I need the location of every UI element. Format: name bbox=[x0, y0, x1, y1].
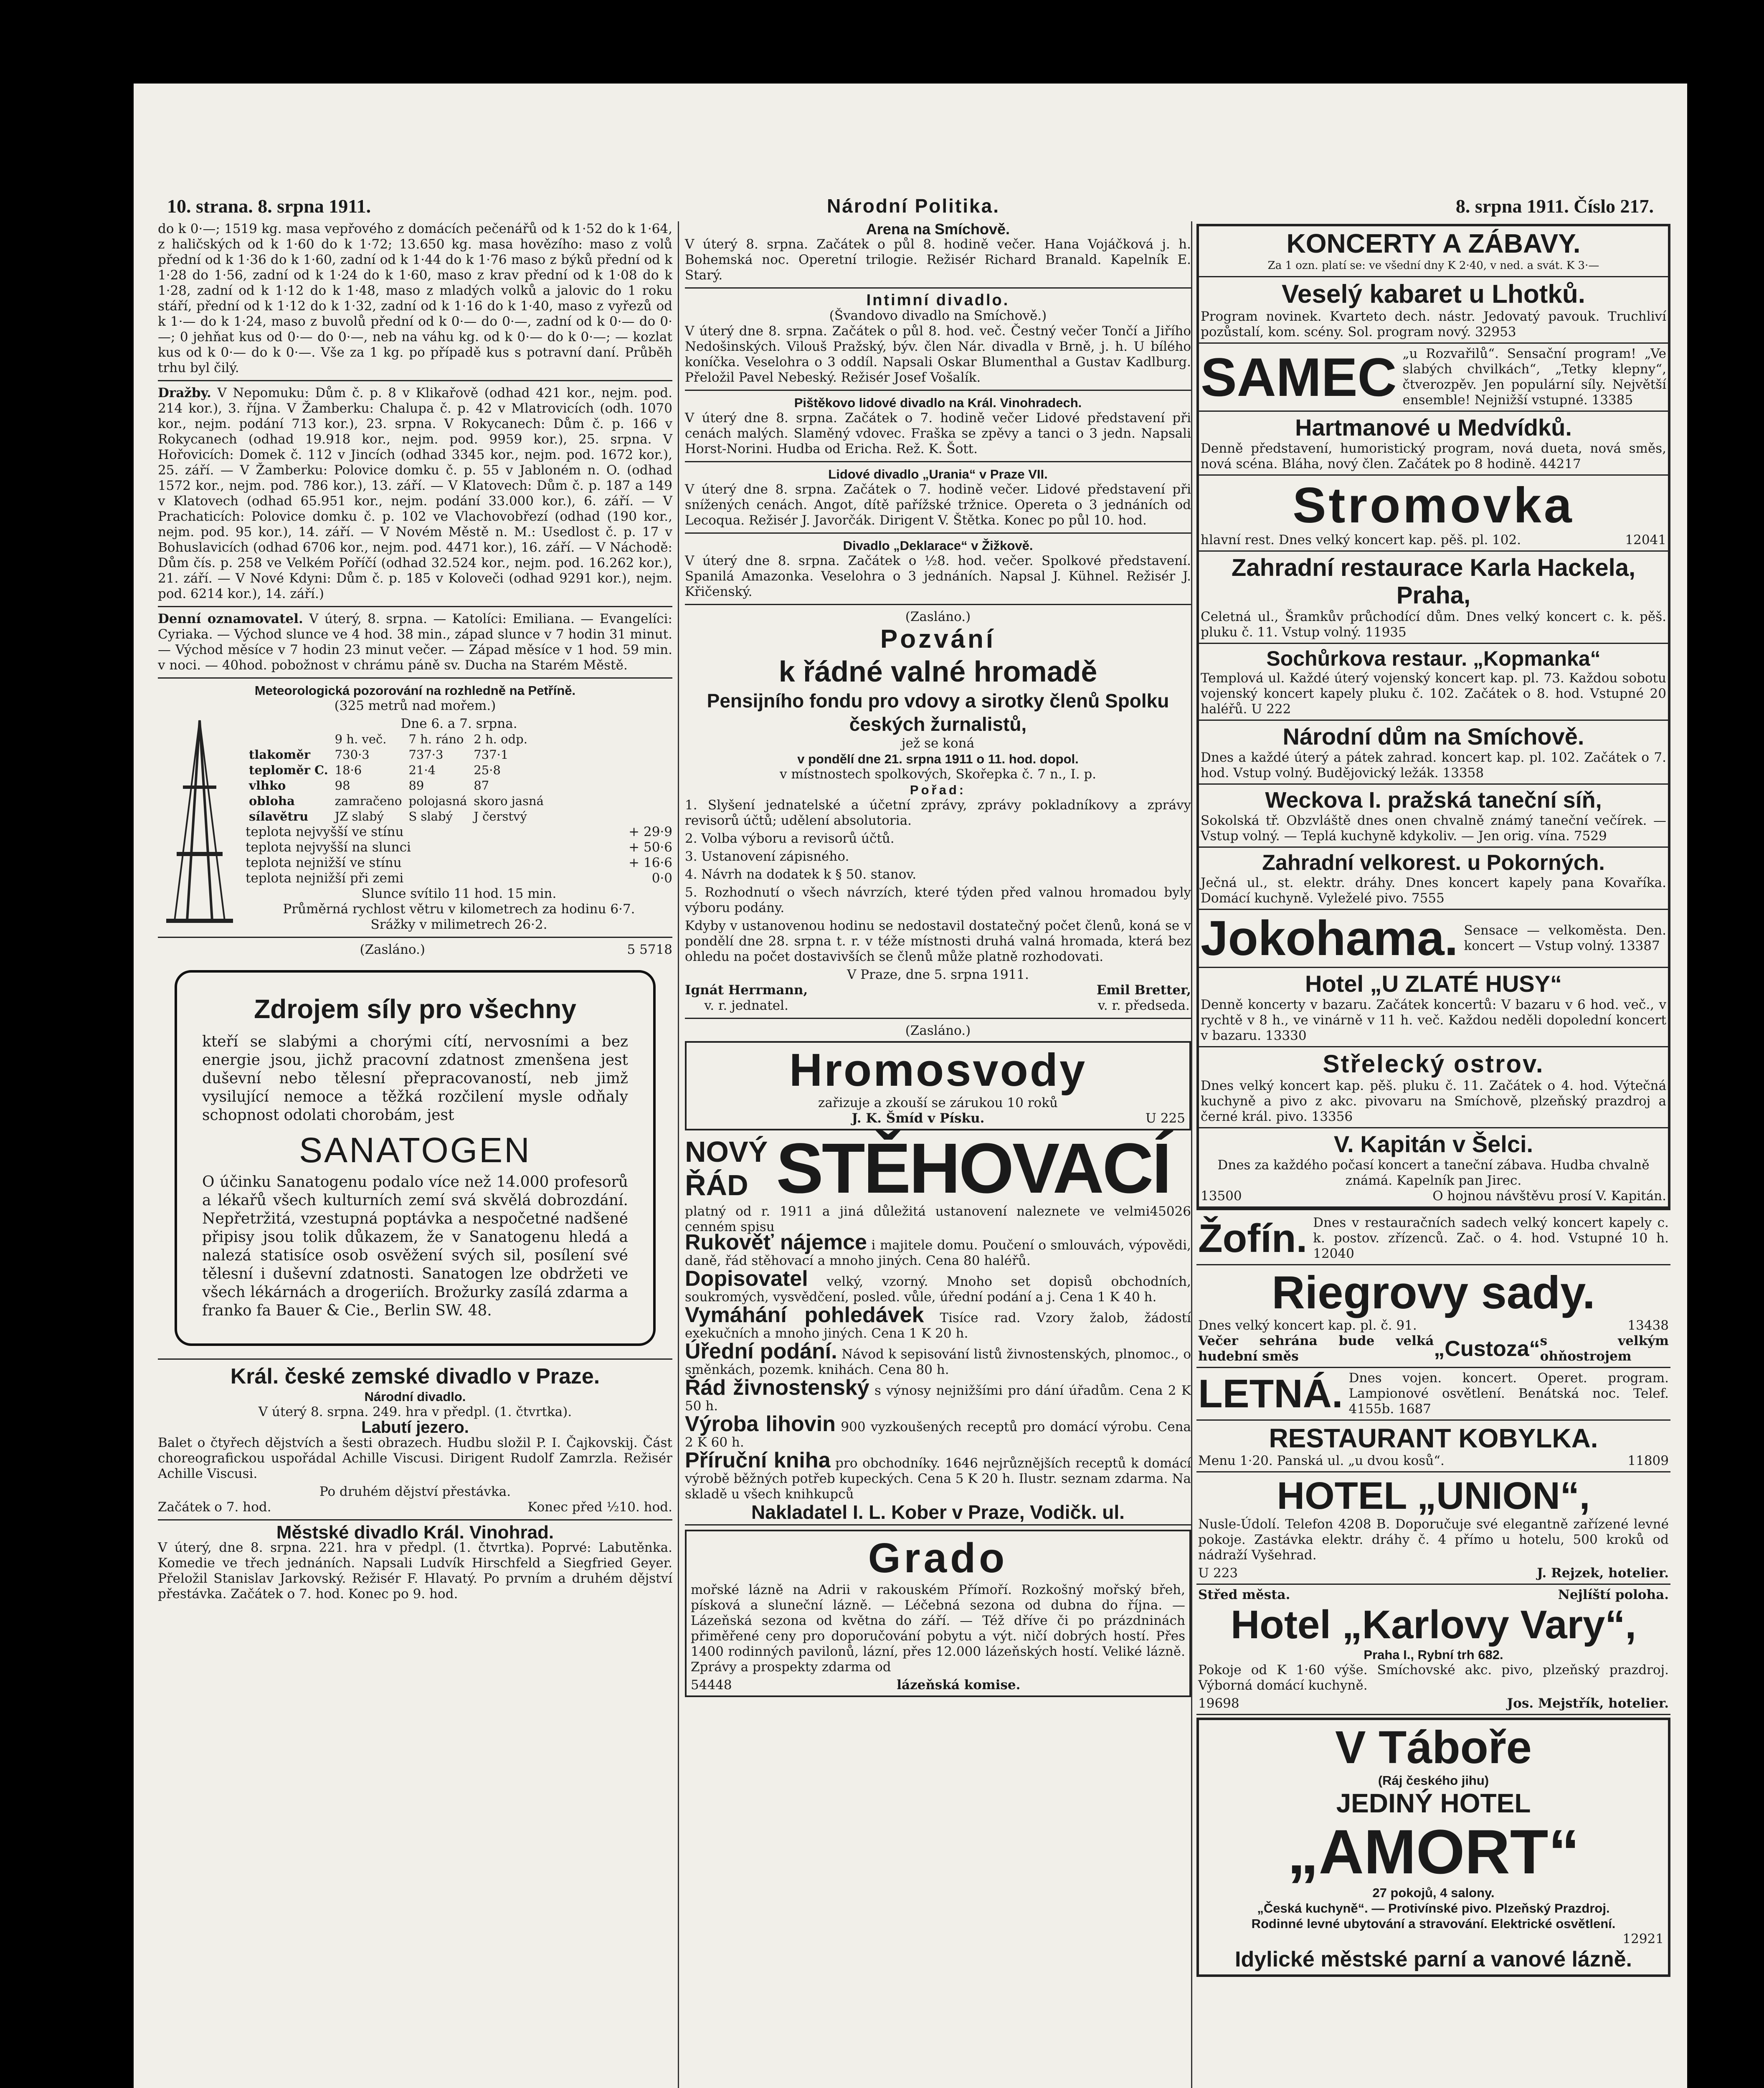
hromosvody-firm: J. K. Šmíd v Písku. bbox=[852, 1111, 985, 1126]
signature-name: Emil Bretter, bbox=[1096, 983, 1191, 998]
novy-label: NOVÝ bbox=[685, 1135, 768, 1168]
amort-title: „AMORT“ bbox=[1287, 1817, 1580, 1887]
nd-play: Labutí jezero. bbox=[361, 1418, 469, 1437]
agenda-title: Pořad: bbox=[910, 783, 966, 797]
agenda-item: 4. Návrh na dodatek k § 50. stanov. bbox=[685, 867, 917, 882]
ad-title: Stromovka bbox=[1293, 477, 1574, 533]
nd-desc: Balet o čtyřech dějstvích a šesti obrazech. Hudbu složil P. I. Čajkovskij. Část choreografickou uspořádal Achille Viscusi. Dirigent Rudolf Zamrzla. Režisér Achille Viscusi. bbox=[158, 1435, 672, 1481]
header-left: 10. strana. 8. srpna 1911. bbox=[167, 195, 371, 217]
ad-text: Program novinek. Kvarteto dech. nástr. Jedovatý pavouk. Truchliví pozůstalí, kom. scény. Sol. program nový. bbox=[1201, 309, 1666, 340]
intim-sub: (Švandovo divadlo na Smíchově.) bbox=[829, 308, 1047, 323]
ad-number: 13500 bbox=[1201, 1188, 1242, 1204]
column-1 bbox=[158, 221, 672, 1604]
divider bbox=[685, 532, 1191, 534]
ad-number: U 222 bbox=[1251, 702, 1291, 717]
pistek-title: Pištěkovo lidové divadlo na Král. Vinohradech. bbox=[794, 395, 1082, 410]
signature-role: v. r. předseda. bbox=[1097, 998, 1190, 1013]
hromosvody-ad bbox=[685, 1041, 1191, 1130]
met-row bbox=[246, 793, 547, 809]
nd-end: Konec před ½10. hod. bbox=[527, 1500, 672, 1515]
ad-title: V Táboře bbox=[1335, 1722, 1532, 1773]
signatures bbox=[685, 983, 1191, 1014]
novy-rad bbox=[685, 1135, 768, 1202]
met-row bbox=[246, 747, 547, 763]
ad-title: RESTAURANT KOBYLKA. bbox=[1269, 1423, 1598, 1453]
ad-address: Praha I., Rybní trh 682. bbox=[1364, 1647, 1503, 1662]
ad-title: Žofín. bbox=[1198, 1216, 1308, 1261]
divider bbox=[685, 1524, 1191, 1525]
ad-title: LETNÁ. bbox=[1198, 1371, 1343, 1416]
divider bbox=[685, 287, 1191, 289]
ad-number: 1687 bbox=[1398, 1401, 1431, 1416]
met-value: 21·4 bbox=[408, 763, 436, 777]
book-desc: s výnosy nejnižšími pro dání úřadům. Cena 2 K 50 h. bbox=[685, 1383, 1191, 1414]
met-value: JZ slabý bbox=[335, 809, 384, 824]
stehovaci-text: platný od r. 1911 a jiná důležitá ustanovení naleznete ve velmi cenném spisu bbox=[685, 1204, 1150, 1234]
meeting-place-date: V Praze, dne 5. srpna 1911. bbox=[847, 967, 1029, 982]
sanatogen-ad bbox=[175, 970, 656, 1346]
zaslano-label: (Zasláno.) bbox=[360, 942, 425, 957]
book-item bbox=[685, 1230, 1191, 1269]
ad-number: 54448 bbox=[691, 1677, 732, 1693]
ad-stromovka bbox=[1199, 476, 1668, 552]
concerts-rates: Za 1 ozn. platí se: ve všední dny K 2·40, v ned. a svát. K 3·— bbox=[1267, 259, 1599, 272]
vinohrady-title: Městské divadlo Král. Vinohrad. bbox=[276, 1522, 554, 1543]
met-extra-row bbox=[246, 840, 672, 855]
book-item bbox=[685, 1303, 1191, 1341]
nd-after: Po druhém dějství přestávka. bbox=[319, 1484, 511, 1499]
nd-start: Začátek o 7. hod. bbox=[158, 1500, 271, 1515]
met-value: 98 bbox=[335, 778, 350, 793]
divider bbox=[158, 937, 672, 938]
ad-pokorny bbox=[1199, 848, 1668, 910]
signature-role: v. r. jednatel. bbox=[704, 998, 788, 1013]
ad-text: Dnes za každého počasí koncert a taneční zábava. Hudba chvalně známá. Kapelník pan Jirec. bbox=[1217, 1158, 1650, 1188]
divider bbox=[158, 380, 672, 381]
book-item bbox=[685, 1412, 1191, 1450]
book-title: Rukověť nájemce bbox=[685, 1230, 867, 1254]
column-rule bbox=[1191, 221, 1192, 2088]
book-desc: pro obchodníky. 1646 nejrůznějších receptů k domácí výrobě běžných potřeb kupeckých. Cena 5 K 20 h. Ilustr. seznam zdarma. Na skladě u všech knihkupců bbox=[685, 1456, 1191, 1502]
ad-text: Denně koncerty v bazaru. Začátek koncertů: V bazaru v 6 hod. več., v rychtě v 8 h., ve vinárně v 11 h. več. Každou neděli dopolední koncert v bazaru. bbox=[1201, 997, 1666, 1043]
divider bbox=[158, 606, 672, 607]
met-value: 737·3 bbox=[408, 748, 444, 762]
signature-secretary bbox=[685, 983, 808, 1014]
urania-text: V úterý dne 8. srpna. Začátek o 7. hodině večer. Lidové představení při snížených cenách. Angot, dítě pařížské tržnice. Opereta o 3 jednáních od Lecoqua. Režisér J. Javorčák. Dirigent V. Štětka. Konec po půl 10. hod. bbox=[685, 482, 1191, 528]
ad-footer: Idylické městské parní a vanové lázně. bbox=[1235, 1947, 1632, 1971]
nd-line: V úterý 8. srpna. 249. hra v předpl. (1. čtvrtka). bbox=[258, 1404, 572, 1419]
book-item bbox=[685, 1339, 1191, 1378]
ad-number: 12040 bbox=[1313, 1246, 1354, 1261]
ad-signature: Jos. Mejstřík, hotelier. bbox=[1507, 1696, 1669, 1711]
met-rain: Srážky v milimetrech 26·2. bbox=[370, 917, 547, 932]
hromosvody-text: zařizuje a zkouší se zárukou 10 roků bbox=[818, 1095, 1058, 1110]
ad-title: Hartmanové u Medvídků. bbox=[1295, 414, 1572, 441]
ad-number: 13385 bbox=[1592, 393, 1633, 408]
ad-karlovy-vary bbox=[1196, 1585, 1670, 1715]
ad-narodni-dum bbox=[1199, 721, 1668, 785]
ad-amort bbox=[1196, 1718, 1670, 1977]
book-item bbox=[685, 1448, 1191, 1502]
concerts-section bbox=[1196, 224, 1670, 1210]
ad-sochurek bbox=[1199, 644, 1668, 721]
ad-text: s velkým ohňostrojem bbox=[1540, 1333, 1669, 1364]
ad-title: Hotel „Karlovy Vary“, bbox=[1230, 1602, 1637, 1647]
zaslano-line bbox=[158, 942, 672, 958]
met-extra-label: teplota nejnižší při zemi bbox=[246, 871, 404, 886]
ad-number: 7555 bbox=[1411, 891, 1445, 906]
ad-hackel bbox=[1199, 552, 1668, 644]
concerts-title: KONCERTY A ZÁBAVY. bbox=[1286, 228, 1581, 258]
ad-title: SAMEC bbox=[1201, 347, 1397, 408]
ad-text: Menu 1·20. Panská ul. „u dvou kosů“. bbox=[1198, 1453, 1445, 1468]
agenda-item: 3. Ustanovení zápisného. bbox=[685, 849, 849, 864]
ad-number: 13438 bbox=[1627, 1318, 1669, 1333]
market-report: do k 0·—; 1519 kg. masa vepřového z domácích pečenářů od k 1·52 do k 1·64, z haličských od k 1·60 do k 1·72; 13.650 kg. masa hovězího: maso z volů přední od k 1·36 do k 1·60, zadní od k 1·44 do k 1·76 maso z býků přední od k 1·28 do 1·56, zadní od k 1·24 do k 1·60, maso z krav přední od k 1·08 do k 1·28, zadní od k 1·12 do k 1·48, maso z mladých volků a jalovic do 1 roku stáří, přední od k 1·12 do k 1·32, zadní od k 1·16 do k 1·40, maso z vyřezů od k 1·— do k 1·24, maso z buvolů přední od k 0·— do 0·—, zadní od k 0·— do 0·—; 0 jehňat kus od 0·— do 0·—, neb na váhu kg. od k 0·— do k 0·—; — kozlat kus od k 0·— do k 0·—. Vše za 1 kg. po případě kus s potravní daní. Průběh trhu byl čilý. bbox=[158, 221, 672, 375]
divider bbox=[158, 677, 672, 679]
ad-vesely bbox=[1199, 277, 1668, 344]
met-extra-label: teplota nejnižší ve stínu bbox=[246, 855, 402, 870]
met-value: 87 bbox=[474, 778, 489, 793]
book-desc: 900 vyzkoušených receptů pro domácí výrobu. Cena 2 K 60 h. bbox=[685, 1419, 1191, 1450]
ad-text: Dnes velký koncert kap. pěš. pluku č. 11. Začátek o 4. hod. Výtečná kuchyně a pivo z akc. pivovaru na Smíchově, plzeňský prazdroj a černé král. pivo. bbox=[1201, 1078, 1666, 1124]
met-value: zamračeno bbox=[335, 794, 402, 808]
met-table bbox=[246, 732, 547, 824]
met-value: S slabý bbox=[408, 809, 453, 824]
ad-title: Riegrovy sady. bbox=[1272, 1267, 1595, 1318]
auctions bbox=[158, 385, 672, 602]
deklarace-text: V úterý dne 8. srpna. Začátek o ½8. hod. večer. Spolkové představení. Spanilá Amazonka. Veselohra o 3 jednáních. Napsal J. Kühnel. Režisér J. Křičenský. bbox=[685, 553, 1191, 599]
ad-text: Nejlíští poloha. bbox=[1558, 1587, 1669, 1602]
met-row bbox=[246, 809, 547, 824]
ad-text: Nusle-Údolí. Telefon 4208 B. Doporučuje své elegantně zařízené levné pokoje. Zastávka elektr. dráhy č. 4 přímo u hotelu, 500 kroků od nádraží Vyšehrad. bbox=[1198, 1517, 1669, 1563]
newspaper-page bbox=[134, 84, 1687, 2088]
met-value: 730·3 bbox=[335, 748, 370, 762]
met-value: 737·1 bbox=[474, 748, 509, 762]
signature-chairman bbox=[1097, 983, 1191, 1014]
nd-title: Národní divadlo. bbox=[364, 1389, 466, 1404]
zaslano-label: (Zasláno.) bbox=[905, 1023, 971, 1038]
nd-times bbox=[158, 1500, 672, 1515]
met-label: tlakoměr bbox=[249, 748, 311, 762]
masthead: Národní Politika. bbox=[827, 195, 1000, 217]
ad-title: Zahradní velkorest. u Pokorných. bbox=[1262, 851, 1605, 875]
met-value: 25·8 bbox=[474, 763, 501, 777]
ad-jokohama bbox=[1199, 910, 1668, 968]
ad-title: V. Kapitán v Šelci. bbox=[1333, 1131, 1533, 1157]
pistek-text: V úterý dne 8. srpna. Začátek o 7. hodině večer Lidové představení při cenách malých. Slaměný vdovec. Fraška se zpěvy a tanci o 3 jedn. Napsali Horst-Norini. Hudba od Ericha. Rež. K. Šott. bbox=[685, 411, 1191, 456]
ad-title: Veselý kabaret u Lhotků. bbox=[1281, 280, 1586, 309]
met-extra-row bbox=[246, 855, 672, 871]
urania-title: Lidové divadlo „Urania“ v Praze VII. bbox=[828, 467, 1048, 481]
sanatogen-headline: Zdrojem síly pro všechny bbox=[254, 994, 576, 1024]
met-block bbox=[158, 716, 672, 933]
vinohrady-desc: V úterý, dne 8. srpna. 221. hra v předpl. (1. čtvrtka). Poprvé: Labutěnka. Komedie ve třech jednáních. Napsali Ludvík Hirschfeld a Siegfried Geyer. Přeložil Stanislav Jarkovský. Režisér F. Hlavatý. Po prvním a druhém dějství přestávka. Začátek o 7. hod. Konec po 9. hod. bbox=[158, 1540, 672, 1601]
ad-strelecky bbox=[1199, 1047, 1668, 1128]
grado-title: Grado bbox=[868, 1535, 1008, 1581]
ad-number: 44217 bbox=[1540, 456, 1581, 471]
stehovaci-title: STĚHOVACÍ bbox=[776, 1129, 1170, 1208]
hromosvody-title: Hromosvody bbox=[789, 1044, 1087, 1096]
ad-text: Rodinné levné ubytování a stravování. Elektrické osvětlení. bbox=[1251, 1916, 1616, 1931]
daily-text: V úterý, 8. srpna. — Katolíci: Emiliana. — Evangelíci: Cyriaka. — Východ slunce ve 4 hod. 38 min., západ slunce v 7 hodin 31 minut. — Východ měsíce v 7 hodin 23 minut večer. — Západ měsíce v 1 hod. 59 min. v noci. — 40hod. pobožnost v chrámu páně sv. Ducha na Starém Městě. bbox=[158, 611, 672, 673]
ad-union bbox=[1196, 1472, 1670, 1585]
ad-text: Dnes vojen. koncert. Operet. program. Lampionové osvětlení. Benátská noc. Telef. 4155b. bbox=[1348, 1371, 1669, 1416]
agenda-item: 2. Volba výboru a revisorů účtů. bbox=[685, 831, 895, 846]
divider bbox=[685, 461, 1191, 462]
met-sun: Slunce svítilo 11 hod. 15 min. bbox=[361, 886, 557, 901]
met-value: skoro jasná bbox=[474, 794, 544, 808]
grado-ad bbox=[685, 1530, 1191, 1697]
met-col: 7 h. ráno bbox=[408, 732, 464, 746]
agenda-item: 1. Slyšení jednatelské a účetní zprávy, zprávy pokladníkovy a zprávy revisorů účtů; udělení absolutoria. bbox=[685, 798, 1191, 828]
met-extra-row bbox=[246, 824, 672, 840]
book-title: Úřední podání. bbox=[685, 1339, 837, 1363]
met-value: 89 bbox=[408, 778, 424, 793]
ad-title: Sochůrkova restaur. „Kopmanka“ bbox=[1266, 647, 1601, 670]
agenda-item: 5. Rozhodnutí o všech návrzích, které týden před valnou hromadou byly výboru podány. bbox=[685, 885, 1191, 915]
ad-number: 13356 bbox=[1311, 1109, 1353, 1124]
met-wind: Průměrná rychlost větru v kilometrech za hodinu 6·7. bbox=[283, 902, 635, 917]
intim-text: V úterý dne 8. srpna. Začátek o půl 8. hod. več. Čestný večer Tončí a Jiřího Nedošinských. Vilouš Pražský, býv. člen Nár. divadla v Brně, j. h. U bílého koníčka. Veselohra o 3 oddíl. Napsali Oskar Blumenthal a Gustav Kadlburg. Přeložil Pavel Nebeský. Režisér Josef Vošalík. bbox=[685, 324, 1191, 385]
met-extra-value: + 16·6 bbox=[629, 855, 672, 870]
met-value: polojasná bbox=[408, 794, 467, 808]
ad-number: U 225 bbox=[1145, 1111, 1185, 1126]
ad-weck bbox=[1199, 785, 1668, 848]
met-extra-row bbox=[246, 871, 672, 886]
met-extra-value: 0·0 bbox=[651, 871, 672, 886]
auctions-title: Dražby. bbox=[158, 385, 211, 400]
ad-riegrovy-sady bbox=[1196, 1265, 1670, 1368]
signature-name: Ignát Herrmann, bbox=[685, 983, 808, 998]
meeting-place: v místnostech spolkových, Skořepka č. 7 n., I. p. bbox=[779, 767, 1097, 782]
ad-text: Večer sehrána bude velká hudební směs bbox=[1198, 1333, 1434, 1364]
ad-text: Templová ul. Každé úterý vojenský koncert kap. pl. 73. Každou sobotu vojenský koncert kapely pluku č. 102. Začátek o 8. hod. Vstupné 20 haléřů. bbox=[1201, 671, 1666, 717]
ad-number: 13330 bbox=[1265, 1028, 1307, 1043]
ad-text: 27 pokojů, 4 salony. bbox=[1372, 1885, 1495, 1900]
sanatogen-intro: kteří se slabými a chorými cítí, nervosními a bez energie jsou, jichž pracovní zdatnost zmenšena jest duševní nebo tělesní přepracovaností, neb jimž vysilující nemoce a těžká rozčilení mysle odňaly schopnost odolati chorobám, jest bbox=[202, 1033, 628, 1124]
grado-text: mořské lázně na Adrii v rakouském Přímoří. Rozkošný mořský břeh, písková a sluneční lázně. — Léčebná sezona od dubna do října. — Lázeňská sezona od května do září. — Též dříve či po prázdninách přiměřené ceny pro doporučování pobytu a výt. ničí dobrých hostí. Přes 1400 rodinných pavilonů, lázní, přes 12.000 lázeňských hostí. Veliké lázně. Zprávy a prospekty zdarma od bbox=[691, 1582, 1185, 1675]
book-title: Výroba lihovin bbox=[685, 1412, 836, 1436]
ad-title: Weckova I. pražská taneční síň, bbox=[1265, 788, 1602, 813]
ad-text: Dnes a každé úterý a pátek zahrad. koncert kap. pl. 102. Začátek o 7. hod. Vstup volný. Budějovický ležák. bbox=[1201, 750, 1666, 780]
book-item bbox=[685, 1376, 1191, 1414]
ad-number: 11809 bbox=[1627, 1453, 1669, 1468]
ad-text: Sokolská tř. Obzvláště dnes onen chvalně známý taneční večírek. — Vstup volný. — Teplá kuchyně kdykoliv. — Jen orig. vína. bbox=[1201, 813, 1666, 844]
met-extra-label: teplota nejvyšší ve stínu bbox=[246, 824, 404, 839]
ad-zlata-husa bbox=[1199, 968, 1668, 1047]
ad-text: Střed města. bbox=[1198, 1587, 1290, 1602]
met-extra-value: + 29·9 bbox=[629, 824, 672, 839]
ad-number: 12921 bbox=[1622, 1931, 1664, 1946]
ad-zofin bbox=[1196, 1213, 1670, 1265]
ad-text: Celetná ul., Šramkův průchodící dům. Dnes velký koncert c. k. pěš. pluku č. 11. Vstup volný. bbox=[1201, 609, 1666, 640]
book-desc: i majitele domu. Poučení o smlouvách, výpovědi, daně, řád stěhovací a mnoho jiných. Cena 80 haléřů. bbox=[685, 1238, 1191, 1268]
met-col: 2 h. odp. bbox=[474, 732, 527, 746]
column-rule bbox=[678, 221, 679, 2088]
stehovaci-banner bbox=[685, 1129, 1191, 1208]
column-3 bbox=[1196, 221, 1670, 1979]
arena-title: Arena na Smíchově. bbox=[866, 220, 1010, 238]
pozvani-title: Pozvání bbox=[880, 625, 996, 654]
concerts-header bbox=[1199, 226, 1668, 277]
ad-number: 7529 bbox=[1574, 829, 1607, 844]
grado-firm: lázeňská komise. bbox=[897, 1677, 1021, 1693]
intim-title: Intimní divadlo. bbox=[866, 291, 1010, 309]
ad-text: Ječná ul., st. elektr. dráhy. Dnes koncert kapely pana Kovaříka. Domácí kuchyně. Vyleželé pivo. bbox=[1201, 875, 1666, 906]
ad-number: 13387 bbox=[1619, 938, 1660, 953]
petrin-tower-illustration bbox=[158, 716, 241, 925]
ad-signature: J. Rejzek, hotelier. bbox=[1537, 1566, 1669, 1581]
meeting-note: Kdyby v ustanovenou hodinu se nedostavil dostatečný počet členů, koná se v pondělí dne 28. srpna t. r. v téže místnosti druhá valná hromada, která bez ohledu na počet dostavivších se členů může platně rozhodovati. bbox=[685, 918, 1191, 964]
meeting-title: k řádné valné hromadě bbox=[778, 655, 1097, 688]
divider bbox=[685, 604, 1191, 605]
met-label: obloha bbox=[249, 794, 295, 808]
ad-text: Pokoje od K 1·60 výše. Smíchovské akc. pivo, plzeňský prazdroj. Výborná domácí kuchyně. bbox=[1198, 1662, 1669, 1693]
hromosvody-firm-row bbox=[691, 1111, 1185, 1126]
ad-heading: JEDINÝ HOTEL bbox=[1336, 1788, 1531, 1818]
publisher: Nakladatel I. L. Kober v Praze, Vodičk. ul. bbox=[751, 1501, 1125, 1523]
custoza-title: „Custoza“ bbox=[1434, 1336, 1540, 1361]
ad-number: 13358 bbox=[1442, 765, 1484, 780]
met-data bbox=[246, 716, 672, 933]
ad-title: Národní dům na Smíchově. bbox=[1282, 723, 1584, 750]
met-value: 18·6 bbox=[335, 763, 362, 777]
book-desc: Tisíce rad. Vzory žalob, žádostí exekučních a mnoho jiných. Cena 1 K 20 h. bbox=[685, 1310, 1191, 1341]
sanatogen-body: O účinku Sanatogenu podalo více než 14.000 profesorů a lékařů všech kulturních zemí svá skvělá dobrozdání. Nepřetržitá, vzestupná poptávka a nespočetné nadšené připisy jsou tolik důkazem, že v Sanatogenu hledá a nalezá statisíce osob osvěžení svých sil, posílení své tělesní i duševní zdatnosti. Sanatogen lze obdržeti ve všech lékárnách a drogeriích. Brožurky zasílá zdarma a franko fa Bauer & Cie., Berlin SW. 48. bbox=[202, 1173, 628, 1319]
meeting-date: v pondělí dne 21. srpna 1911 o 11. hod. dopol. bbox=[797, 752, 1079, 766]
book-title: Řád živnostenský bbox=[685, 1376, 869, 1400]
ad-text: Dnes v restauračních sadech velký koncert kapely c. k. postov. zřízenců. Zač. o 4. hod. Vstupné 10 h. bbox=[1313, 1215, 1669, 1246]
ad-title: Hotel „U ZLATÉ HUSY“ bbox=[1305, 971, 1562, 997]
meeting-jez: jež se koná bbox=[901, 736, 975, 751]
ad-kobylka bbox=[1196, 1421, 1670, 1472]
arena-text: V úterý 8. srpna. Začátek o půl 8. hodině večer. Hana Vojáčková j. h. Bohemská noc. Operetní trilogie. Režisér Richard Branald. Kapelník E. Starý. bbox=[685, 237, 1191, 283]
book-item bbox=[685, 1267, 1191, 1305]
ad-samec bbox=[1199, 344, 1668, 412]
met-title: Meteorologická pozorování na rozhledně na Petříně. bbox=[254, 683, 576, 698]
met-label: teploměr C. bbox=[249, 763, 328, 777]
daily-notice bbox=[158, 611, 672, 673]
ad-title: Střelecký ostrov. bbox=[1323, 1050, 1544, 1078]
sanatogen-brand: SANATOGEN bbox=[299, 1130, 531, 1170]
ad-number: 19698 bbox=[1198, 1696, 1239, 1711]
book-title: Vymáhání pohledávek bbox=[685, 1303, 924, 1327]
ad-kapitan bbox=[1199, 1128, 1668, 1208]
met-row bbox=[246, 763, 547, 778]
met-value: J čerstvý bbox=[474, 809, 527, 824]
daily-title: Denní oznamovatel. bbox=[158, 611, 303, 626]
deklarace-title: Divadlo „Deklarace“ v Žižkově. bbox=[843, 538, 1033, 553]
ad-text: Dnes velký koncert kap. pl. č. 91. bbox=[1198, 1318, 1417, 1333]
met-extra-value: + 50·6 bbox=[629, 840, 672, 855]
divider bbox=[685, 1018, 1191, 1019]
grado-footer bbox=[691, 1677, 1185, 1693]
ad-text: „u Rozvařilů“. Sensační program! „Ve slabých chvilkách“, „Tetky klepny“, čtverozpěv. Jen populární síly. Největší ensemble! Nejnižší vstupné. bbox=[1402, 346, 1666, 408]
ad-number: U 223 bbox=[1198, 1566, 1238, 1581]
ad-title: Jokohama. bbox=[1201, 911, 1458, 966]
ad-number: 32953 bbox=[1475, 324, 1516, 340]
auctions-text: V Nepomuku: Dům č. p. 8 v Klikařově (odhad 421 kor., nejm. pod. 214 kor.), 3. října. V Žamberku: Chalupa č. p. 42 v Mlatrovicích (odh. 1070 kor., nejm. podání 713 kor.), 23. srpna. V Rokycanech: Dům č. p. 166 v Rokycanech (odhad 19.918 kor., nejm. pod. 9959 kor.), 25. srpna. V Hořovicích: Domek č. 112 v Jincích (odhad 3345 kor., nejm. pod. 1672 kor.), 25. září. — V Žamberku: Polovice domku č. p. 55 v Jabloném n. O. (odhad 1572 kor., nejm. pod. 786 kor.), 13. září. — V Klatovech: Dům č. p. 187 a 149 v Klatovech (odhad 65.951 kor., nejm. podání 33.000 kor.), 6. září. — V Prachaticích: Polovice domku č. p. 102 ve Vlachovobřezí (odhad (190 kor., nejm. pod. 95 kor.), 14. září. — V Novém Městě n. M.: Usedlost č. p. 17 v Bohuslavicích (odhad 6706 kor., nejm. pod. 4471 kor.), 16. září. — V Náchodě: Dům čís. p. 258 ve Velkém Poříčí (odhad 32.524 kor., nejm. pod. 16.262 kor.), 21. září. — V Nové Kdyni: Dům č. p. 185 v Koloveči (odhad 9291 kor.), nejm. pod. 6214 kor.), 14. září.) bbox=[158, 385, 672, 601]
met-col: 9 h. več. bbox=[335, 732, 387, 746]
theatre-title: Král. české zemské divadlo v Praze. bbox=[230, 1364, 600, 1389]
rad-label: ŘÁD bbox=[685, 1169, 748, 1201]
divider bbox=[158, 1358, 672, 1360]
book-desc: velký, vzorný. Mnoho set dopisů obchodních, soukromých, vysvědčení, posled. vůle, úřední podání a j. Cena 1 K 40 h. bbox=[685, 1274, 1191, 1305]
ad-number: 45026 bbox=[1150, 1204, 1191, 1219]
met-days: Dne 6. a 7. srpna. bbox=[400, 716, 517, 731]
book-title: Dopisovatel bbox=[685, 1267, 808, 1291]
ad-title: Zahradní restaurace Karla Hackela, Praha, bbox=[1231, 554, 1636, 609]
met-extra-label: teplota nejvyšší na slunci bbox=[246, 840, 411, 855]
met-row bbox=[246, 778, 547, 793]
page-header bbox=[167, 188, 1654, 217]
met-header-row bbox=[246, 732, 547, 747]
fund-name: Pensijního fondu pro vdovy a sirotky členů Spolku českých žurnalistů, bbox=[707, 690, 1169, 735]
met-label: vlhko bbox=[249, 778, 286, 793]
divider bbox=[158, 1519, 672, 1520]
ad-hartman bbox=[1199, 412, 1668, 476]
zaslano-label: (Zasláno.) bbox=[905, 609, 971, 624]
ad-text: Denně představení, humoristický program, nová dueta, nová směs, nová scéna. Bláha, nový člen. Začátek po 8 hodině. bbox=[1201, 441, 1666, 471]
ad-subtitle: (Ráj českého jihu) bbox=[1378, 1773, 1489, 1788]
header-right: 8. srpna 1911. Číslo 217. bbox=[1455, 195, 1654, 217]
ad-title: HOTEL „UNION“, bbox=[1277, 1475, 1590, 1517]
met-label: sílavětru bbox=[249, 809, 309, 824]
ad-signature: O hojnou návštěvu prosí V. Kapitán. bbox=[1432, 1188, 1666, 1204]
ad-text: „Česká kuchyně“. — Protivínské pivo. Plzeňský Prazdroj. bbox=[1257, 1901, 1610, 1916]
ad-number: 12041 bbox=[1625, 532, 1666, 547]
ad-text: hlavní rest. Dnes velký koncert kap. pěš. pl. 102. bbox=[1201, 532, 1521, 547]
ad-number: 5 5718 bbox=[627, 942, 672, 957]
divider bbox=[685, 390, 1191, 391]
ad-text: Sensace — velkoměsta. Den. koncert — Vstup volný. bbox=[1464, 923, 1666, 953]
ad-letna bbox=[1196, 1368, 1670, 1421]
book-title: Příruční kniha bbox=[685, 1448, 831, 1472]
book-desc: Návod k sepisování listů živnostenských, plnomoc., o směnkách, pozemk. knihách. Cena 80 h. bbox=[685, 1347, 1191, 1377]
ad-number: 11935 bbox=[1365, 625, 1407, 640]
column-2 bbox=[685, 221, 1191, 1700]
met-subtitle: (325 metrů nad mořem.) bbox=[334, 698, 496, 713]
